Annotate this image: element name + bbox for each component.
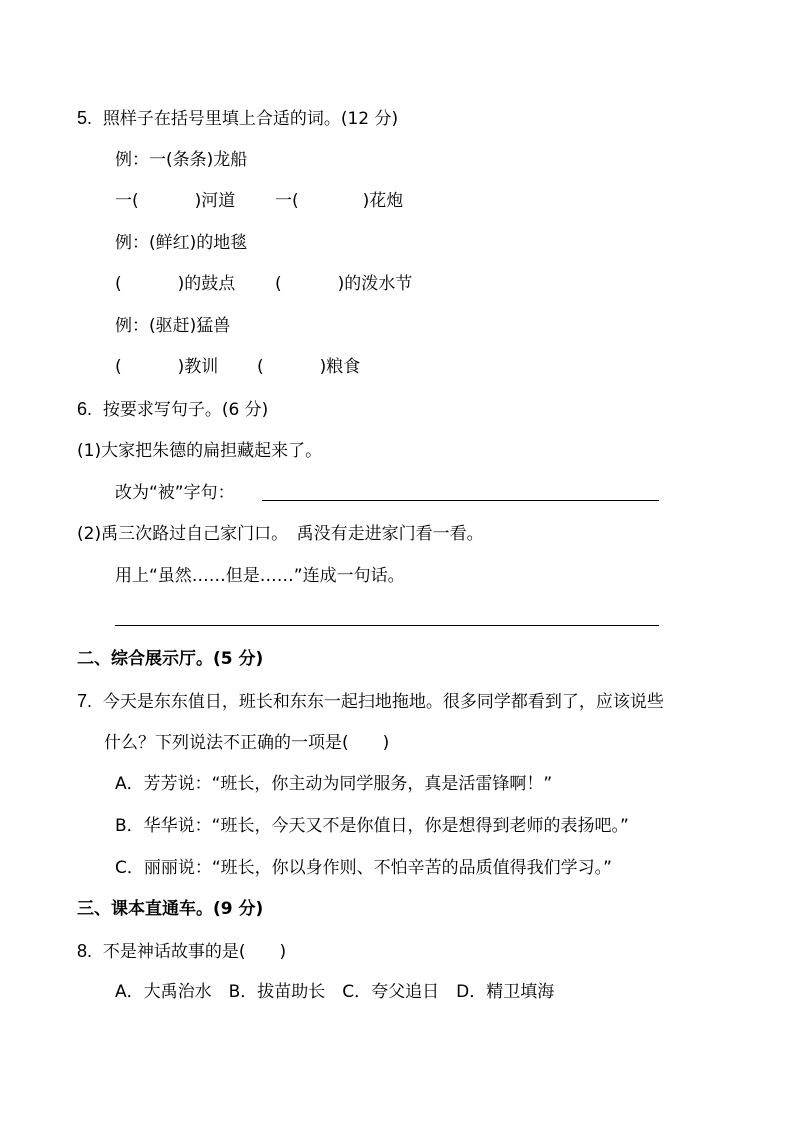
q5-row3-a-post: )教训 <box>177 357 219 377</box>
q6-sentence-2: (2)禹三次路过自己家门口。 禹没有走进家门看一看。 <box>77 524 484 544</box>
q6-answer-line-1[interactable] <box>262 500 659 501</box>
q5-example-3: 例：(驱赶)猛兽 <box>115 316 231 336</box>
q5-row2-a-pre: ( <box>115 274 122 294</box>
q8-options[interactable]: A．大禹治水 B．拔苗助长 C．夸父追日 D．精卫填海 <box>115 982 555 1002</box>
q5-example-2: 例：(鲜红)的地毯 <box>115 233 248 253</box>
q7-number: 7. <box>77 691 93 711</box>
q5-row1-a-pre: 一( <box>115 191 139 211</box>
q5-row-1b <box>275 190 403 212</box>
q6-prompt: 按要求写句子。(6 分) <box>102 400 269 420</box>
q5-row1-a-post: )河道 <box>194 191 236 211</box>
q6-sentence-1: (1)大家把朱德的扁担藏起来了。 <box>77 441 323 461</box>
q7-option-b[interactable]: B．华华说：“班长，今天又不是你值日，你是想得到老师的表扬吧。” <box>115 816 629 836</box>
q6-answer-line-2[interactable] <box>115 625 659 626</box>
q5-heading <box>77 107 398 130</box>
q7-line-1 <box>77 690 664 713</box>
q5-row1-b-pre: 一( <box>275 191 299 211</box>
q5-row-1 <box>115 190 235 212</box>
q5-number: 5. <box>77 108 93 128</box>
q5-row-2b <box>275 273 412 295</box>
q5-prompt: 照样子在括号里填上合适的词。(12 分) <box>102 109 399 129</box>
q5-row-3b <box>257 356 360 378</box>
q5-row2-b-pre: ( <box>275 274 282 294</box>
q5-row-2 <box>115 273 235 295</box>
q6-number: 6. <box>77 399 93 419</box>
q5-row3-b-pre: ( <box>257 357 264 377</box>
q5-row3-a-pre: ( <box>115 357 122 377</box>
q5-example-1: 例：一(条条)龙船 <box>115 150 248 170</box>
q7-line-2: 什么？下列说法不正确的一项是( ) <box>104 733 390 753</box>
q5-row-3 <box>115 356 218 378</box>
q5-row3-b-post: )粮食 <box>319 357 361 377</box>
section-2-title: 二、综合展示厅。(5 分) <box>77 649 264 669</box>
q7-text-1: 今天是东东值日，班长和东东一起扫地拖地。很多同学都看到了，应该说些 <box>102 692 664 712</box>
q5-row2-b-post: )的泼水节 <box>337 274 413 294</box>
q7-option-a[interactable]: A．芳芳说：“班长，你主动为同学服务，真是活雷锋啊！” <box>115 774 553 794</box>
q6-heading <box>77 398 268 421</box>
q5-row1-b-post: )花炮 <box>362 191 404 211</box>
q8-prompt: 不是神话故事的是( ) <box>102 942 287 962</box>
q6-task-2: 用上“虽然……但是……”连成一句话。 <box>115 566 405 586</box>
q6-task-1: 改为“被”字句： <box>115 483 235 503</box>
section-3-title: 三、课本直通车。(9 分) <box>77 899 264 919</box>
q5-row2-a-post: )的鼓点 <box>177 274 236 294</box>
q7-option-c[interactable]: C．丽丽说：“班长，你以身作则、不怕辛苦的品质值得我们学习。” <box>115 858 612 878</box>
q8-number: 8. <box>77 941 93 961</box>
q8-heading <box>77 940 286 963</box>
